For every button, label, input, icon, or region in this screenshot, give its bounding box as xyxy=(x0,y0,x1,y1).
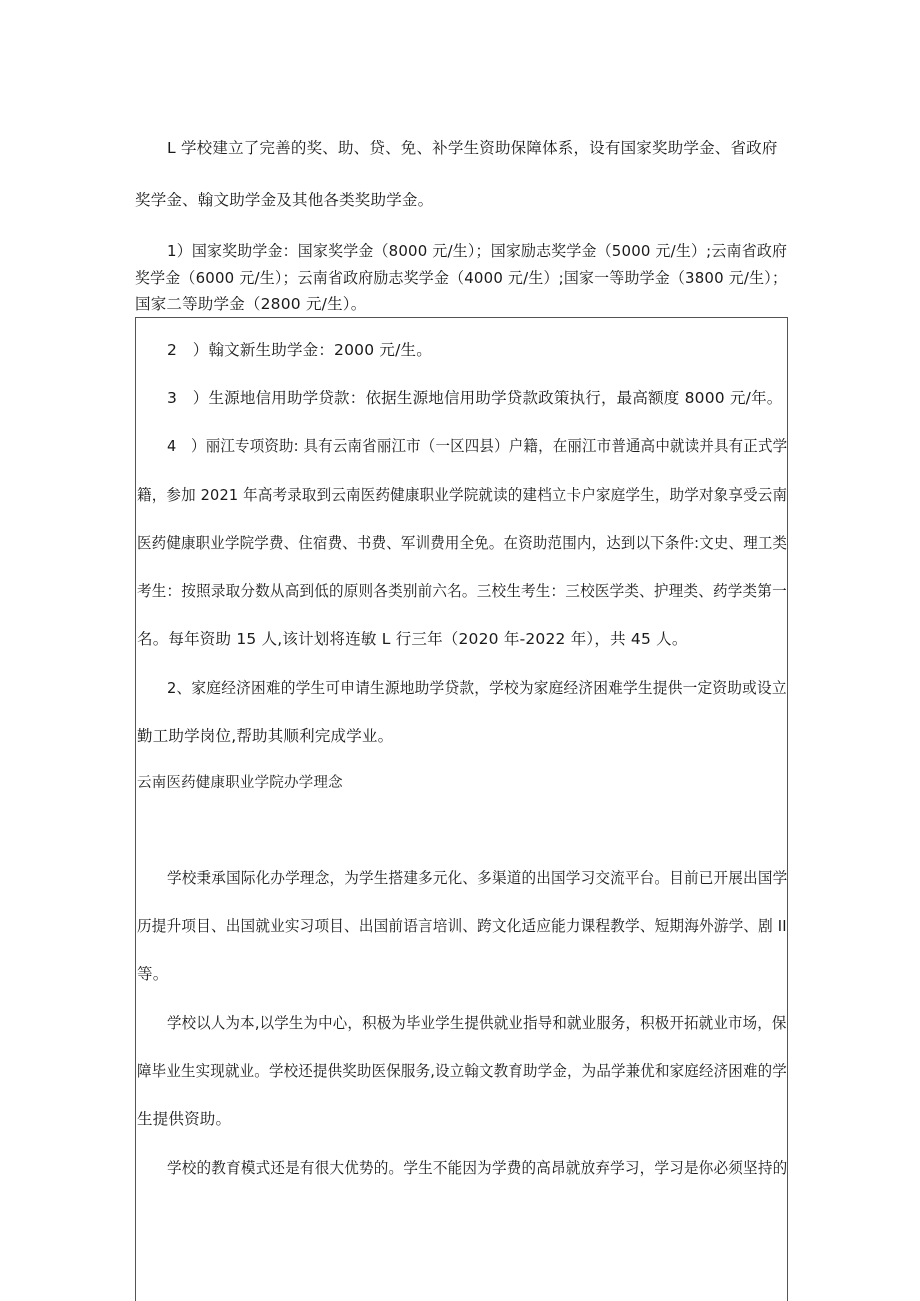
item3-text: 3 ）生源地信用助学贷款：依据生源地信用助学贷款政策执行，最高额度 8000 元/年。 xyxy=(167,389,783,407)
item4-line-1: 4 ）丽江专项资助: 具有云南省丽江市（一区四县）户籍，在丽江市普通高中就读并具有正式学 xyxy=(167,437,788,455)
para4-line-3: 生提供资助。 xyxy=(137,1110,232,1128)
item4-line-4: 考生：按照录取分数从高到低的原则各类别前六名。三校生考生：三校医学类、护理类、药学类第一 xyxy=(137,582,787,600)
item1-line-1: 1）国家奖助学金：国家奖学金（8000 元/生）；国家励志奖学金（5000 元/生）;云南省政府 xyxy=(167,242,788,260)
bordered-section xyxy=(135,317,788,1301)
item2-text: 2 ）翰文新生助学金：2000 元/生。 xyxy=(167,341,432,359)
item4-line-5: 名。每年资助 15 人,该计划将连敏 L 行三年（2020 年-2022 年），共 45 人。 xyxy=(137,630,688,648)
para3-line-1: 学校秉承国际化办学理念，为学生搭建多元化、多渠道的出国学习交流平台。目前已开展出国学 xyxy=(167,869,788,887)
intro-line-1: L 学校建立了完善的奖、助、贷、免、补学生资助保障体系，设有国家奖助学金、省政府 xyxy=(167,139,778,157)
item1-line-3: 国家二等助学金（2800 元/生）。 xyxy=(135,295,367,313)
section-heading: 云南医药健康职业学院办学理念 xyxy=(137,775,343,791)
item4-line-3: 医药健康职业学院学费、住宿费、书费、军训费用全免。在资助范围内，达到以下条件:文史、理工类 xyxy=(137,534,788,552)
item4-line-2: 籍，参加 2021 年高考录取到云南医药健康职业学院就读的建档立卡户家庭学生，助学对象享受云南 xyxy=(137,486,788,504)
para4-line-1: 学校以人为本,以学生为中心，积极为毕业学生提供就业指导和就业服务，积极开拓就业市场，保 xyxy=(167,1014,787,1032)
intro-line-2: 奖学金、翰文助学金及其他各类奖助学金。 xyxy=(135,191,434,209)
para5-line-1: 学校的教育模式还是有很大优势的。学生不能因为学费的高昂就放弃学习，学习是你必须坚持的 xyxy=(167,1159,788,1177)
item1-line-2: 奖学金（6000 元/生）；云南省政府励志奖学金（4000 元/生）;国家一等助学金（3800 元/生）； xyxy=(135,269,788,287)
para2-line-2: 勤工助学岗位,帮助其顺利完成学业。 xyxy=(137,727,394,745)
para3-line-3: 等。 xyxy=(137,965,169,983)
para3-line-2: 历提升项目、出国就业实习项目、出国前语言培训、跨文化适应能力课程教学、短期海外游学、剧 II xyxy=(137,917,787,935)
para4-line-2: 障毕业生实现就业。学校还提供奖助医保服务,设立翰文教育助学金，为品学兼优和家庭经济困难的学 xyxy=(137,1062,787,1080)
para2-line-1: 2、家庭经济困难的学生可申请生源地助学贷款，学校为家庭经济困难学生提供一定资助或设立 xyxy=(167,679,787,697)
